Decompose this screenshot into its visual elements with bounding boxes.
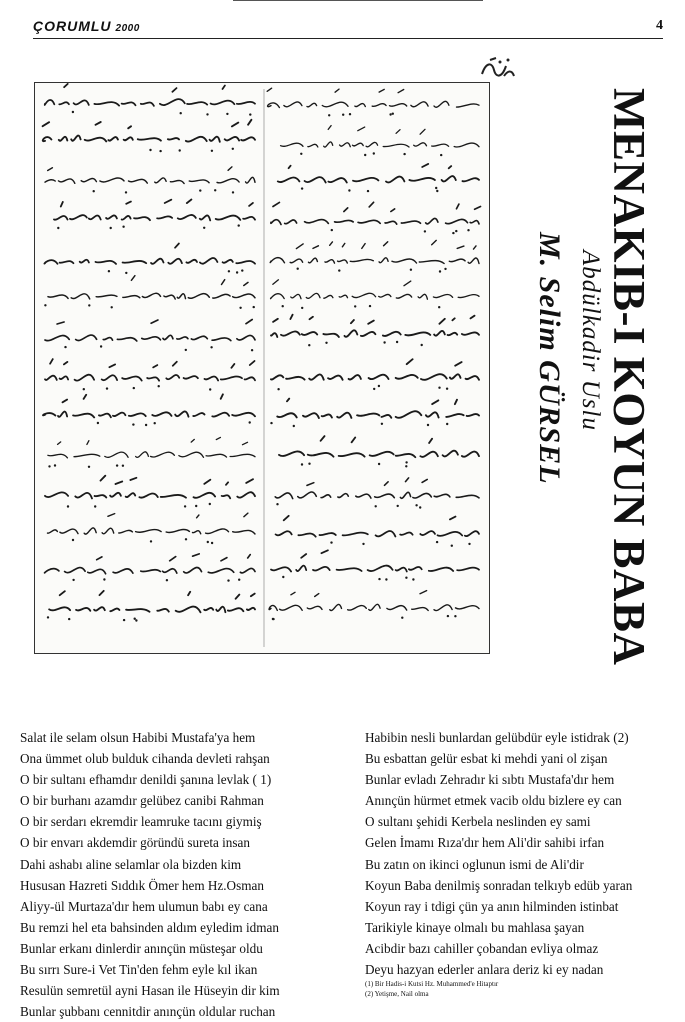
poem-line: Bunlar evladı Zehradır ki sıbtı Mustafa'dır hem xyxy=(365,772,615,788)
poem-line: Hususan Hazreti Sıddık Ömer hem Hz.Osman xyxy=(20,877,264,893)
poem-line: O bir sultanı efhamdır denildi şanına levlak ( 1) xyxy=(20,772,272,788)
poem-line: Dahi ashabı aline selamlar ola bizden kim xyxy=(20,856,242,872)
poem-line: Koyun Baba denilmiş sonradan telkıyb edüb yaran xyxy=(365,877,633,893)
manuscript-image xyxy=(34,82,490,654)
poem-line: Bunlar şubbanı cennitdir anınçün oldular ruchan xyxy=(20,1004,276,1020)
top-rule xyxy=(233,0,483,1)
poem-line: Bu esbattan gelür esbat ki mehdi yani ol zişan xyxy=(365,751,608,767)
poem-line: Acibdir bazı cahiller çobandan evliya olmaz xyxy=(365,940,599,956)
poem-line: O bir serdarı ekremdir leamruke tacını giymiş xyxy=(20,814,262,830)
poem-line: Habibin nesli bunlardan gelübdür eyle istidrak (2) xyxy=(365,730,629,745)
poem-line: Bu zatın on ikinci oglunun ismi de Ali'dir xyxy=(365,856,584,872)
poem-line: Koyun ray i tdigi çün ya anın hilminden istinbat xyxy=(365,898,619,914)
poem-line: Gelen İmamı Rıza'dır hem Ali'dir sahibi irfan xyxy=(365,835,605,851)
article-subtitle: Abdülkadir Uslu xyxy=(577,250,604,431)
article-title: MENAKIB-I KOYUN BABA xyxy=(604,88,654,666)
footnote: (2) Yetişme, Nail olma xyxy=(365,989,429,998)
page-header xyxy=(33,18,663,39)
poem-line: Salat ile selam olsun Habibi Mustafa'ya hem xyxy=(20,730,256,745)
poem-line: Bunlar erkanı dinlerdir anınçün müsteşar oldu xyxy=(20,940,263,956)
poem-line: Aliyy-ül Murtaza'dır hem ulumun babı ey cana xyxy=(20,898,268,914)
magazine-name: ÇORUMLU 2000 xyxy=(33,18,140,34)
poem-line: Resulün semretül ayni Hasan ile Hüseyin dir kim xyxy=(20,983,280,999)
poem-line: Deyu hazyan ederler anlara deriz ki ey nadan xyxy=(365,962,604,978)
poem-right-column xyxy=(365,727,670,999)
poem-line: O bir burhanı azamdır gelübez canibi Rahman xyxy=(20,793,264,809)
poem-left-column xyxy=(20,727,340,1022)
page-number: 4 xyxy=(656,18,663,33)
poem-line: Ona ümmet olub bulduk cihanda devleti rahşan xyxy=(20,751,270,767)
article-author: M. Selim GÜRSEL xyxy=(533,232,566,485)
poem-line: Tarikiyle kinaye olmalı bu mahlasa şayan xyxy=(365,919,585,935)
poem-line: Bu remzi hel eta bahsinden aldım eyledim idman xyxy=(20,919,279,935)
poem-line: O bir envarı akdemdir göründü sureta insan xyxy=(20,835,250,851)
poem-line: Anınçün hürmet etmek vacib oldu bizlere ey can xyxy=(365,793,622,809)
magazine-year: 2000 xyxy=(115,23,140,34)
poem-line: O sultanı şehidi Kerbela neslinden ey sami xyxy=(365,814,591,830)
footnote: (1) Bir Hadis-i Kutsi Hz. Muhammed'e Hitaptır xyxy=(365,980,499,989)
poem-line: Bu sırrı Sure-i Vet Tin'den fehm eyle kıl ikan xyxy=(20,962,258,978)
